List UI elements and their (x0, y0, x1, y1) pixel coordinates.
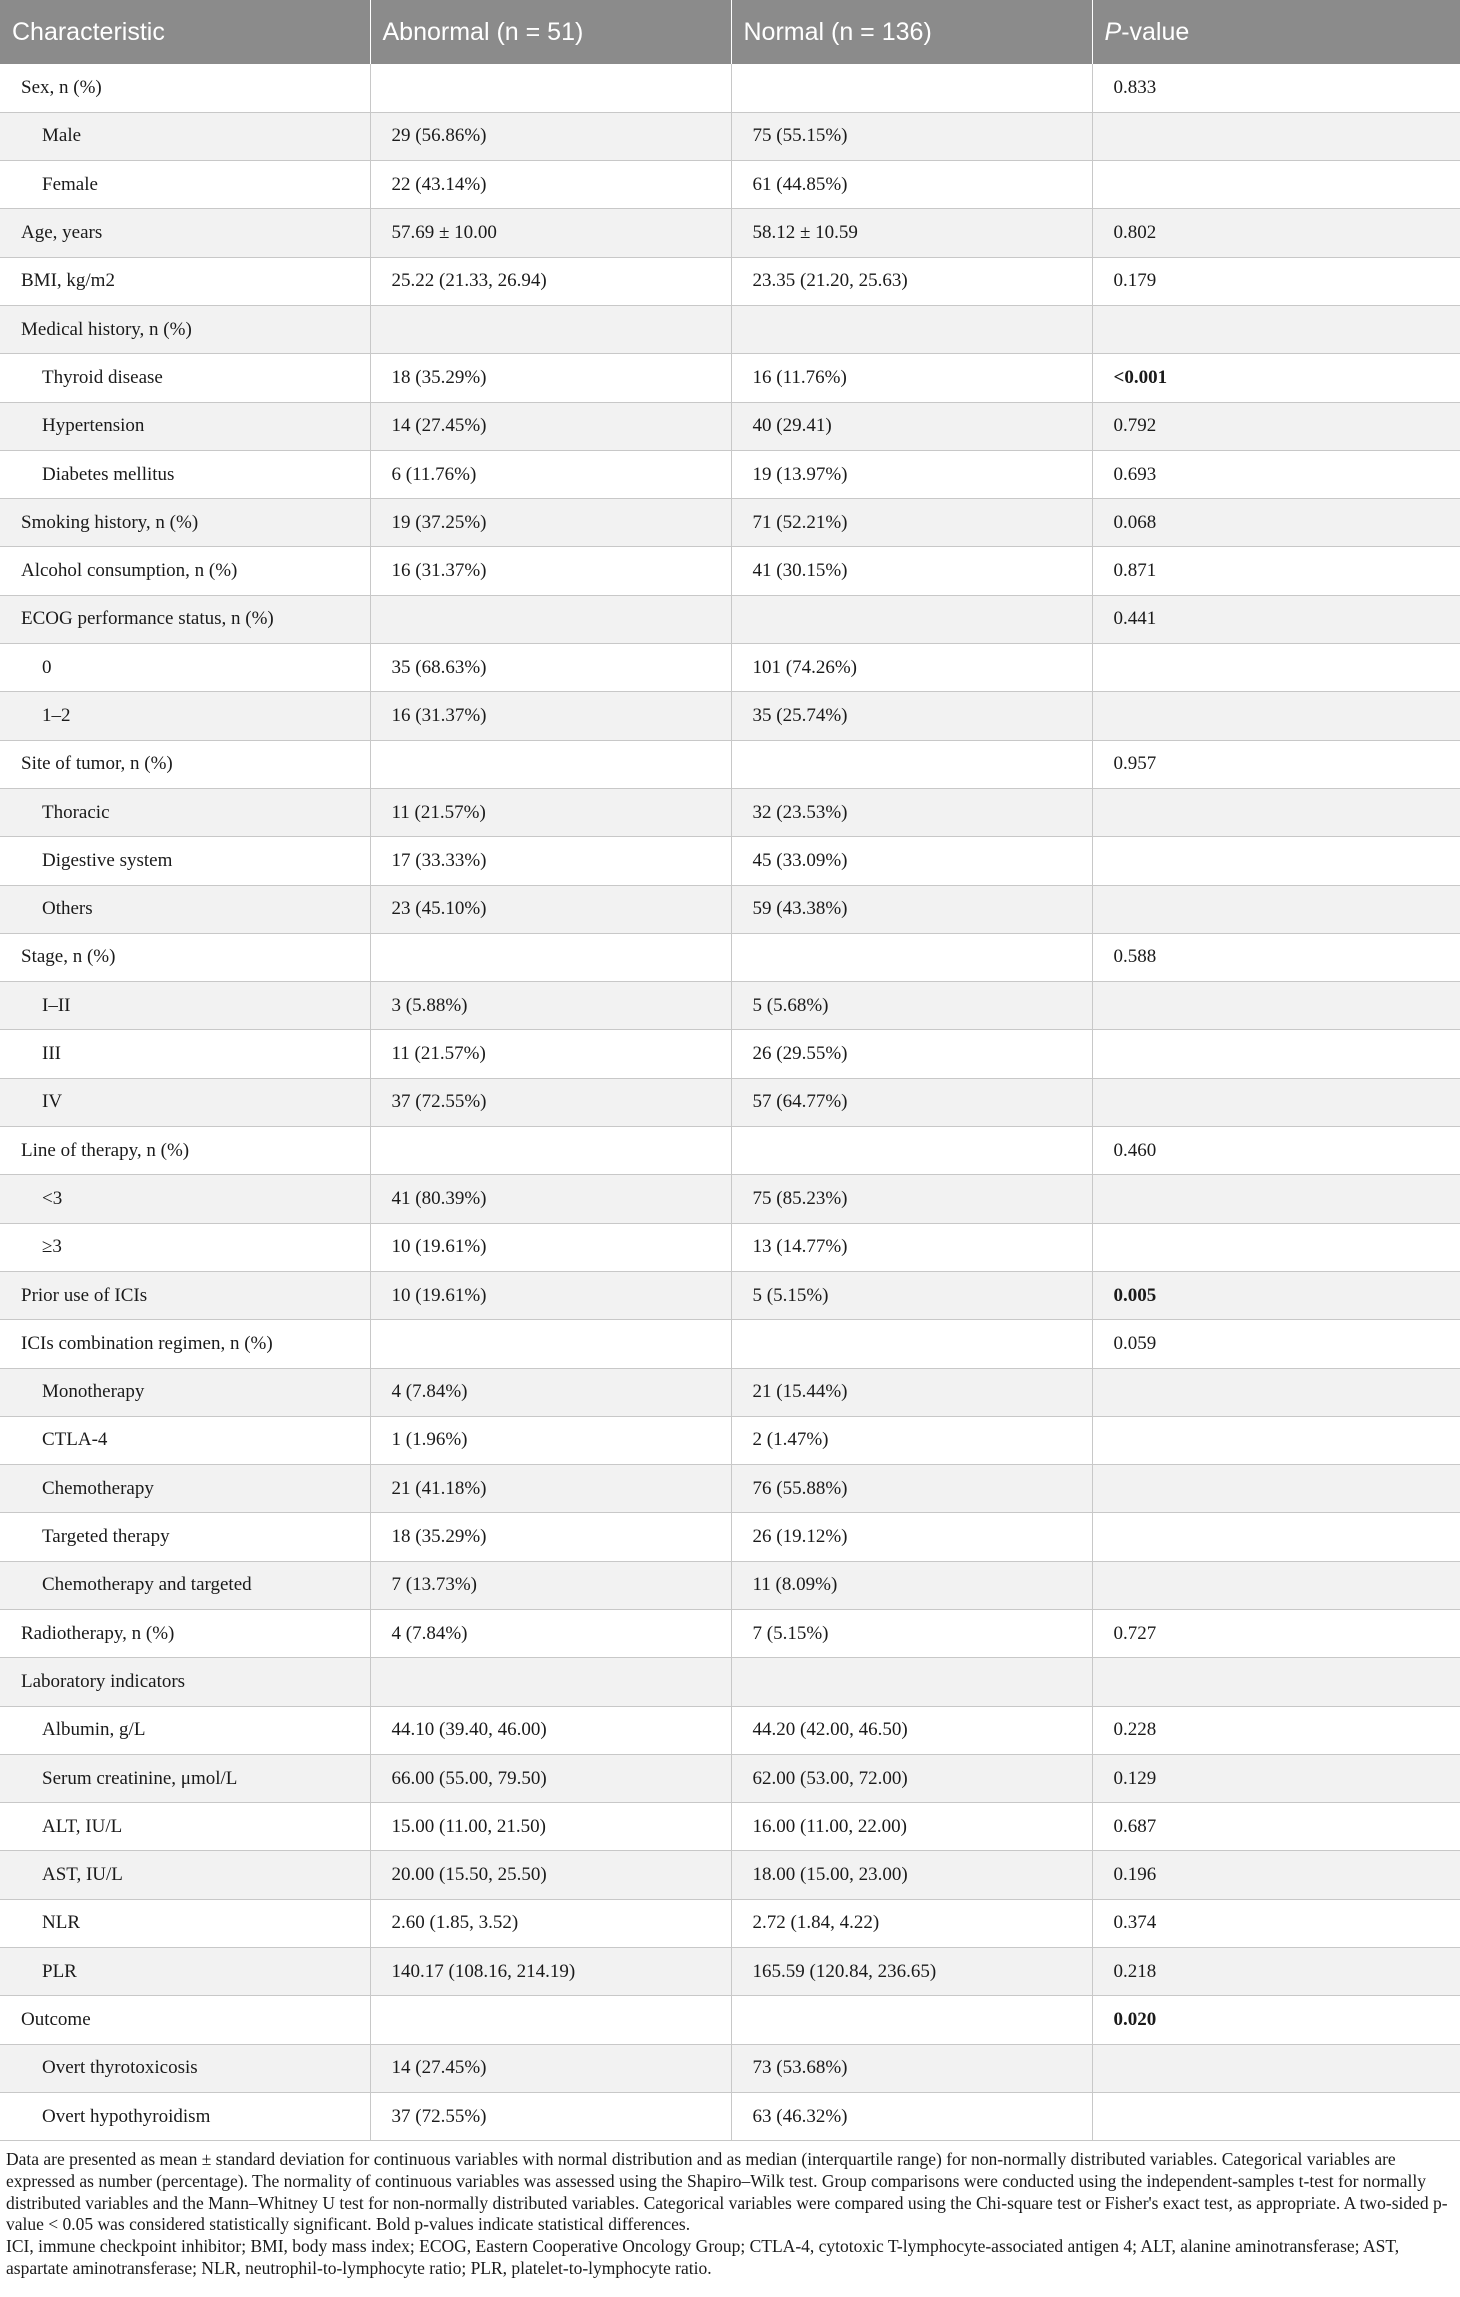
normal-value-cell: 59 (43.38%) (731, 885, 1092, 933)
p-value-cell (1092, 1561, 1460, 1609)
p-value-cell (1092, 982, 1460, 1030)
row-label-cell: Male (0, 112, 370, 160)
header-abnormal: Abnormal (n = 51) (370, 0, 731, 64)
abnormal-value-cell: 57.69 ± 10.00 (370, 209, 731, 257)
abnormal-value-cell: 37 (72.55%) (370, 2092, 731, 2140)
abnormal-value-cell: 37 (72.55%) (370, 1078, 731, 1126)
table-body (0, 64, 1460, 2141)
normal-value-cell: 165.59 (120.84, 236.65) (731, 1948, 1092, 1996)
table-footnotes (0, 2141, 1460, 2279)
table-row (0, 1899, 1460, 1947)
normal-value-cell: 26 (19.12%) (731, 1513, 1092, 1561)
normal-value-cell: 35 (25.74%) (731, 692, 1092, 740)
normal-value-cell (731, 1127, 1092, 1175)
p-value-cell: 0.792 (1092, 402, 1460, 450)
table-row (0, 209, 1460, 257)
abnormal-value-cell (370, 933, 731, 981)
row-label-cell: Smoking history, n (%) (0, 499, 370, 547)
row-label-cell: ICIs combination regimen, n (%) (0, 1320, 370, 1368)
footnote-abbreviations: ICI, immune checkpoint inhibitor; BMI, body mass index; ECOG, Eastern Cooperative Oncology Group; CTLA-4, cytotoxic T-lymphocyte-associated antigen 4; ALT, alanine aminotransferase; AST, aspartate aminotransferase; NLR, neutrophil-to-lymphocyte ratio; PLR, platelet-to-lymphocyte ratio. (6, 2236, 1400, 2278)
table-row (0, 402, 1460, 450)
p-value-cell: <0.001 (1092, 354, 1460, 402)
abnormal-value-cell: 23 (45.10%) (370, 885, 731, 933)
normal-value-cell (731, 305, 1092, 353)
row-label-cell: IV (0, 1078, 370, 1126)
normal-value-cell: 58.12 ± 10.59 (731, 209, 1092, 257)
table-row (0, 1561, 1460, 1609)
table-row (0, 1803, 1460, 1851)
table-row (0, 1320, 1460, 1368)
table-row (0, 1078, 1460, 1126)
normal-value-cell: 45 (33.09%) (731, 837, 1092, 885)
row-label-cell: III (0, 1030, 370, 1078)
p-value-cell (1092, 2044, 1460, 2092)
p-value-cell: 0.005 (1092, 1271, 1460, 1319)
row-label-cell: ECOG performance status, n (%) (0, 595, 370, 643)
abnormal-value-cell (370, 595, 731, 643)
p-value-cell (1092, 1416, 1460, 1464)
normal-value-cell: 44.20 (42.00, 46.50) (731, 1706, 1092, 1754)
p-value-cell: 0.460 (1092, 1127, 1460, 1175)
p-value-cell: 0.441 (1092, 595, 1460, 643)
row-label-cell: Laboratory indicators (0, 1658, 370, 1706)
normal-value-cell: 13 (14.77%) (731, 1223, 1092, 1271)
p-value-cell (1092, 644, 1460, 692)
abnormal-value-cell: 140.17 (108.16, 214.19) (370, 1948, 731, 1996)
abnormal-value-cell: 10 (19.61%) (370, 1223, 731, 1271)
p-value-cell: 0.228 (1092, 1706, 1460, 1754)
row-label-cell: Overt hypothyroidism (0, 2092, 370, 2140)
table-header (0, 0, 1460, 64)
p-value-cell: 0.802 (1092, 209, 1460, 257)
p-value-cell: 0.693 (1092, 450, 1460, 498)
table-row (0, 547, 1460, 595)
p-value-cell: 0.059 (1092, 1320, 1460, 1368)
normal-value-cell: 73 (53.68%) (731, 2044, 1092, 2092)
abnormal-value-cell (370, 305, 731, 353)
row-label-cell: Radiotherapy, n (%) (0, 1610, 370, 1658)
p-value-cell (1092, 1658, 1460, 1706)
p-value-cell: 0.871 (1092, 547, 1460, 595)
normal-value-cell: 16 (11.76%) (731, 354, 1092, 402)
row-label-cell: ALT, IU/L (0, 1803, 370, 1851)
normal-value-cell: 62.00 (53.00, 72.00) (731, 1754, 1092, 1802)
row-label-cell: Targeted therapy (0, 1513, 370, 1561)
row-label-cell: Monotherapy (0, 1368, 370, 1416)
row-label-cell: Female (0, 161, 370, 209)
normal-value-cell: 18.00 (15.00, 23.00) (731, 1851, 1092, 1899)
abnormal-value-cell (370, 64, 731, 112)
table-row (0, 1996, 1460, 2044)
normal-value-cell (731, 740, 1092, 788)
abnormal-value-cell: 14 (27.45%) (370, 2044, 731, 2092)
table-row (0, 1368, 1460, 1416)
abnormal-value-cell: 15.00 (11.00, 21.50) (370, 1803, 731, 1851)
p-value-cell: 0.957 (1092, 740, 1460, 788)
normal-value-cell (731, 933, 1092, 981)
normal-value-cell (731, 64, 1092, 112)
header-characteristic: Characteristic (0, 0, 370, 64)
normal-value-cell (731, 1996, 1092, 2044)
abnormal-value-cell: 35 (68.63%) (370, 644, 731, 692)
row-label-cell: AST, IU/L (0, 1851, 370, 1899)
table-row (0, 644, 1460, 692)
abnormal-value-cell (370, 1658, 731, 1706)
row-label-cell: NLR (0, 1899, 370, 1947)
row-label-cell: Albumin, g/L (0, 1706, 370, 1754)
row-label-cell: Digestive system (0, 837, 370, 885)
p-value-cell (1092, 112, 1460, 160)
abnormal-value-cell: 66.00 (55.00, 79.50) (370, 1754, 731, 1802)
normal-value-cell (731, 595, 1092, 643)
table-row (0, 1127, 1460, 1175)
normal-value-cell: 61 (44.85%) (731, 161, 1092, 209)
normal-value-cell: 63 (46.32%) (731, 2092, 1092, 2140)
row-label-cell: BMI, kg/m2 (0, 257, 370, 305)
abnormal-value-cell: 16 (31.37%) (370, 547, 731, 595)
row-label-cell: Alcohol consumption, n (%) (0, 547, 370, 595)
row-label-cell: Medical history, n (%) (0, 305, 370, 353)
row-label-cell: Prior use of ICIs (0, 1271, 370, 1319)
table-row (0, 1271, 1460, 1319)
header-p-value-label: P-value (1104, 17, 1190, 46)
normal-value-cell: 21 (15.44%) (731, 1368, 1092, 1416)
normal-value-cell: 57 (64.77%) (731, 1078, 1092, 1126)
abnormal-value-cell: 16 (31.37%) (370, 692, 731, 740)
table-row (0, 1610, 1460, 1658)
abnormal-value-cell: 6 (11.76%) (370, 450, 731, 498)
row-label-cell: Serum creatinine, μmol/L (0, 1754, 370, 1802)
p-value-cell: 0.588 (1092, 933, 1460, 981)
row-label-cell: Site of tumor, n (%) (0, 740, 370, 788)
table-row (0, 837, 1460, 885)
normal-value-cell (731, 1658, 1092, 1706)
normal-value-cell: 75 (55.15%) (731, 112, 1092, 160)
table-row (0, 1658, 1460, 1706)
table-row (0, 450, 1460, 498)
table-row (0, 1513, 1460, 1561)
row-label-cell: <3 (0, 1175, 370, 1223)
p-value-cell (1092, 692, 1460, 740)
header-p-value (1092, 0, 1460, 64)
abnormal-value-cell: 11 (21.57%) (370, 1030, 731, 1078)
row-label-cell: 1–2 (0, 692, 370, 740)
row-label-cell: 0 (0, 644, 370, 692)
header-row (0, 0, 1460, 64)
normal-value-cell: 19 (13.97%) (731, 450, 1092, 498)
p-value-cell (1092, 305, 1460, 353)
normal-value-cell: 26 (29.55%) (731, 1030, 1092, 1078)
normal-value-cell: 5 (5.68%) (731, 982, 1092, 1030)
normal-value-cell: 7 (5.15%) (731, 1610, 1092, 1658)
p-value-cell: 0.179 (1092, 257, 1460, 305)
p-value-cell (1092, 1368, 1460, 1416)
p-value-cell (1092, 885, 1460, 933)
abnormal-value-cell (370, 1996, 731, 2044)
p-value-cell (1092, 1078, 1460, 1126)
p-value-cell (1092, 1175, 1460, 1223)
abnormal-value-cell: 25.22 (21.33, 26.94) (370, 257, 731, 305)
p-value-cell: 0.129 (1092, 1754, 1460, 1802)
row-label-cell: Diabetes mellitus (0, 450, 370, 498)
row-label-cell: Chemotherapy and targeted (0, 1561, 370, 1609)
table-row (0, 740, 1460, 788)
row-label-cell: Sex, n (%) (0, 64, 370, 112)
abnormal-value-cell: 44.10 (39.40, 46.00) (370, 1706, 731, 1754)
abnormal-value-cell: 10 (19.61%) (370, 1271, 731, 1319)
abnormal-value-cell: 29 (56.86%) (370, 112, 731, 160)
normal-value-cell: 41 (30.15%) (731, 547, 1092, 595)
abnormal-value-cell (370, 1320, 731, 1368)
p-value-cell: 0.833 (1092, 64, 1460, 112)
p-value-cell (1092, 1223, 1460, 1271)
header-normal: Normal (n = 136) (731, 0, 1092, 64)
abnormal-value-cell: 1 (1.96%) (370, 1416, 731, 1464)
p-value-cell: 0.020 (1092, 1996, 1460, 2044)
abnormal-value-cell: 18 (35.29%) (370, 1513, 731, 1561)
table-row (0, 2044, 1460, 2092)
table-row (0, 1851, 1460, 1899)
abnormal-value-cell: 4 (7.84%) (370, 1610, 731, 1658)
normal-value-cell: 101 (74.26%) (731, 644, 1092, 692)
p-value-cell (1092, 1465, 1460, 1513)
abnormal-value-cell: 7 (13.73%) (370, 1561, 731, 1609)
p-value-cell: 0.068 (1092, 499, 1460, 547)
abnormal-value-cell: 17 (33.33%) (370, 837, 731, 885)
table-row (0, 161, 1460, 209)
table-row (0, 692, 1460, 740)
normal-value-cell: 11 (8.09%) (731, 1561, 1092, 1609)
p-value-cell (1092, 837, 1460, 885)
normal-value-cell (731, 1320, 1092, 1368)
normal-value-cell: 76 (55.88%) (731, 1465, 1092, 1513)
row-label-cell: PLR (0, 1948, 370, 1996)
p-value-cell (1092, 2092, 1460, 2140)
normal-value-cell: 32 (23.53%) (731, 788, 1092, 836)
p-value-cell: 0.687 (1092, 1803, 1460, 1851)
table-row (0, 354, 1460, 402)
normal-value-cell: 16.00 (11.00, 22.00) (731, 1803, 1092, 1851)
p-value-cell (1092, 1513, 1460, 1561)
p-value-cell (1092, 161, 1460, 209)
table-row (0, 1754, 1460, 1802)
row-label-cell: Thoracic (0, 788, 370, 836)
table-row (0, 1706, 1460, 1754)
row-label-cell: Overt thyrotoxicosis (0, 2044, 370, 2092)
abnormal-value-cell: 18 (35.29%) (370, 354, 731, 402)
p-value-cell: 0.374 (1092, 1899, 1460, 1947)
row-label-cell: CTLA-4 (0, 1416, 370, 1464)
table-row (0, 1416, 1460, 1464)
abnormal-value-cell: 14 (27.45%) (370, 402, 731, 450)
p-value-cell: 0.196 (1092, 1851, 1460, 1899)
abnormal-value-cell: 4 (7.84%) (370, 1368, 731, 1416)
table-row (0, 305, 1460, 353)
abnormal-value-cell (370, 1127, 731, 1175)
p-value-cell (1092, 788, 1460, 836)
row-label-cell: Hypertension (0, 402, 370, 450)
table-row (0, 1948, 1460, 1996)
abnormal-value-cell: 2.60 (1.85, 3.52) (370, 1899, 731, 1947)
abnormal-value-cell: 19 (37.25%) (370, 499, 731, 547)
row-label-cell: ≥3 (0, 1223, 370, 1271)
abnormal-value-cell: 21 (41.18%) (370, 1465, 731, 1513)
normal-value-cell: 75 (85.23%) (731, 1175, 1092, 1223)
table-row (0, 595, 1460, 643)
normal-value-cell: 5 (5.15%) (731, 1271, 1092, 1319)
row-label-cell: Line of therapy, n (%) (0, 1127, 370, 1175)
table-row (0, 933, 1460, 981)
table-row (0, 2092, 1460, 2140)
row-label-cell: Outcome (0, 1996, 370, 2044)
row-label-cell: Others (0, 885, 370, 933)
table-row (0, 885, 1460, 933)
p-value-cell: 0.218 (1092, 1948, 1460, 1996)
table-row (0, 499, 1460, 547)
normal-value-cell: 71 (52.21%) (731, 499, 1092, 547)
row-label-cell: Stage, n (%) (0, 933, 370, 981)
footnote-data-note: Data are presented as mean ± standard deviation for continuous variables with normal distribution and as median (interquartile range) for non-normally distributed variables. Categorical variables are expressed as number (percentage). The normality of continuous variables was assessed using the Shapiro–Wilk test. Group comparisons were conducted using the independent-samples t-test for normally distributed variables and the Mann–Whitney U test for non-normally distributed variables. Categorical variables were compared using the Chi-square test or Fisher's exact test, as appropriate. A two-sided p-value < 0.05 was considered statistically significant. Bold p-values indicate statistical differences. (6, 2149, 1448, 2235)
table-row (0, 1223, 1460, 1271)
abnormal-value-cell: 22 (43.14%) (370, 161, 731, 209)
normal-value-cell: 40 (29.41) (731, 402, 1092, 450)
normal-value-cell: 2.72 (1.84, 4.22) (731, 1899, 1092, 1947)
table-row (0, 257, 1460, 305)
abnormal-value-cell (370, 740, 731, 788)
row-label-cell: Thyroid disease (0, 354, 370, 402)
normal-value-cell: 2 (1.47%) (731, 1416, 1092, 1464)
abnormal-value-cell: 11 (21.57%) (370, 788, 731, 836)
row-label-cell: I–II (0, 982, 370, 1030)
table-row (0, 64, 1460, 112)
row-label-cell: Chemotherapy (0, 1465, 370, 1513)
table-row (0, 788, 1460, 836)
p-value-cell: 0.727 (1092, 1610, 1460, 1658)
table-row (0, 1175, 1460, 1223)
normal-value-cell: 23.35 (21.20, 25.63) (731, 257, 1092, 305)
abnormal-value-cell: 20.00 (15.50, 25.50) (370, 1851, 731, 1899)
p-value-cell (1092, 1030, 1460, 1078)
table-row (0, 112, 1460, 160)
table-row (0, 982, 1460, 1030)
abnormal-value-cell: 41 (80.39%) (370, 1175, 731, 1223)
abnormal-value-cell: 3 (5.88%) (370, 982, 731, 1030)
table-row (0, 1465, 1460, 1513)
table-row (0, 1030, 1460, 1078)
row-label-cell: Age, years (0, 209, 370, 257)
